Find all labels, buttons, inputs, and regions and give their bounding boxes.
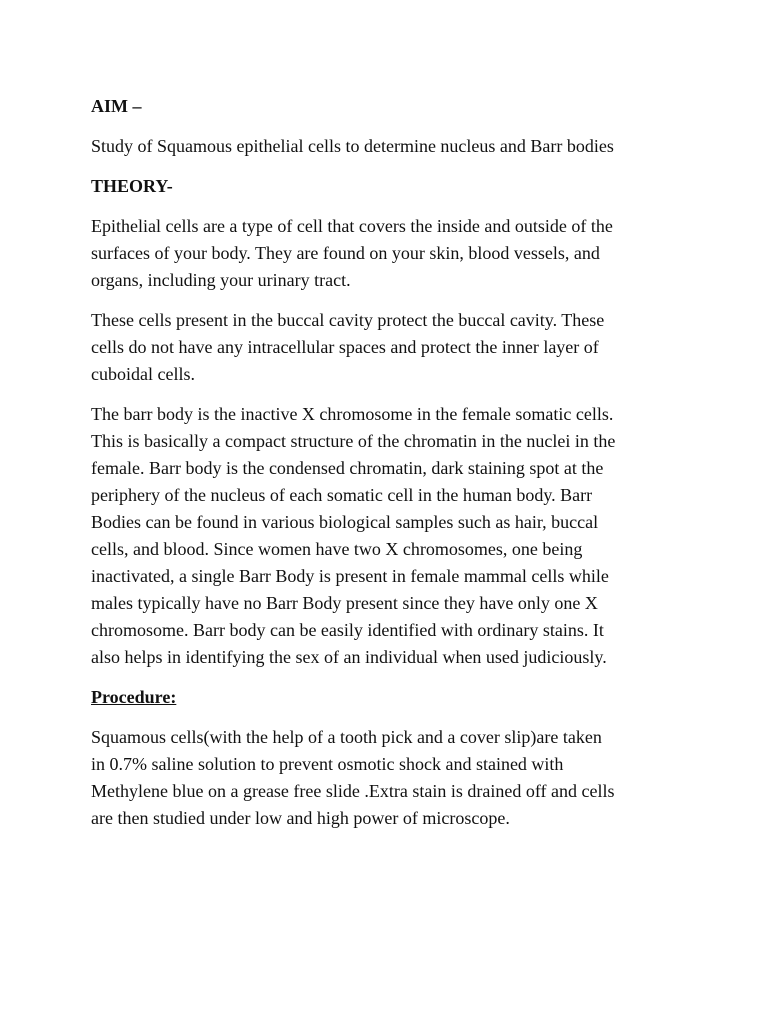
aim-heading: AIM – xyxy=(91,96,142,116)
aim-line: Study of Squamous epithelial cells to determine nucleus and Barr bodies xyxy=(91,136,614,156)
theory-paragraph-3 xyxy=(91,401,691,671)
paragraph-line: Bodies can be found in various biological samples such as hair, buccal xyxy=(91,512,599,532)
paragraph-line: female. Barr body is the condensed chromatin, dark staining spot at the xyxy=(91,458,604,478)
paragraph-line: Epithelial cells are a type of cell that covers the inside and outside of the xyxy=(91,216,613,236)
paragraph-line: This is basically a compact structure of the chromatin in the nuclei in the xyxy=(91,431,616,451)
paragraph-line: cuboidal cells. xyxy=(91,364,195,384)
theory-heading: THEORY- xyxy=(91,176,173,196)
paragraph-line: Squamous cells(with the help of a tooth pick and a cover slip)are taken xyxy=(91,727,602,747)
document-page xyxy=(91,93,691,845)
paragraph-line: surfaces of your body. They are found on your skin, blood vessels, and xyxy=(91,243,600,263)
paragraph-line: These cells present in the buccal cavity protect the buccal cavity. These xyxy=(91,310,605,330)
aim-text xyxy=(91,133,691,160)
paragraph-line: The barr body is the inactive X chromosome in the female somatic cells. xyxy=(91,404,614,424)
procedure-heading: Procedure: xyxy=(91,687,177,707)
paragraph-line: in 0.7% saline solution to prevent osmotic shock and stained with xyxy=(91,754,564,774)
paragraph-line: inactivated, a single Barr Body is present in female mammal cells while xyxy=(91,566,609,586)
paragraph-line: periphery of the nucleus of each somatic cell in the human body. Barr xyxy=(91,485,593,505)
paragraph-line: cells, and blood. Since women have two X chromosomes, one being xyxy=(91,539,583,559)
paragraph-line: males typically have no Barr Body present since they have only one X xyxy=(91,593,598,613)
theory-paragraph-2 xyxy=(91,307,691,388)
theory-paragraph-1 xyxy=(91,213,691,294)
paragraph-line: organs, including your urinary tract. xyxy=(91,270,351,290)
procedure-paragraph xyxy=(91,724,691,832)
paragraph-line: cells do not have any intracellular spaces and protect the inner layer of xyxy=(91,337,599,357)
paragraph-line: are then studied under low and high power of microscope. xyxy=(91,808,510,828)
paragraph-line: chromosome. Barr body can be easily identified with ordinary stains. It xyxy=(91,620,604,640)
paragraph-line: also helps in identifying the sex of an individual when used judiciously. xyxy=(91,647,607,667)
paragraph-line: Methylene blue on a grease free slide .Extra stain is drained off and cells xyxy=(91,781,615,801)
